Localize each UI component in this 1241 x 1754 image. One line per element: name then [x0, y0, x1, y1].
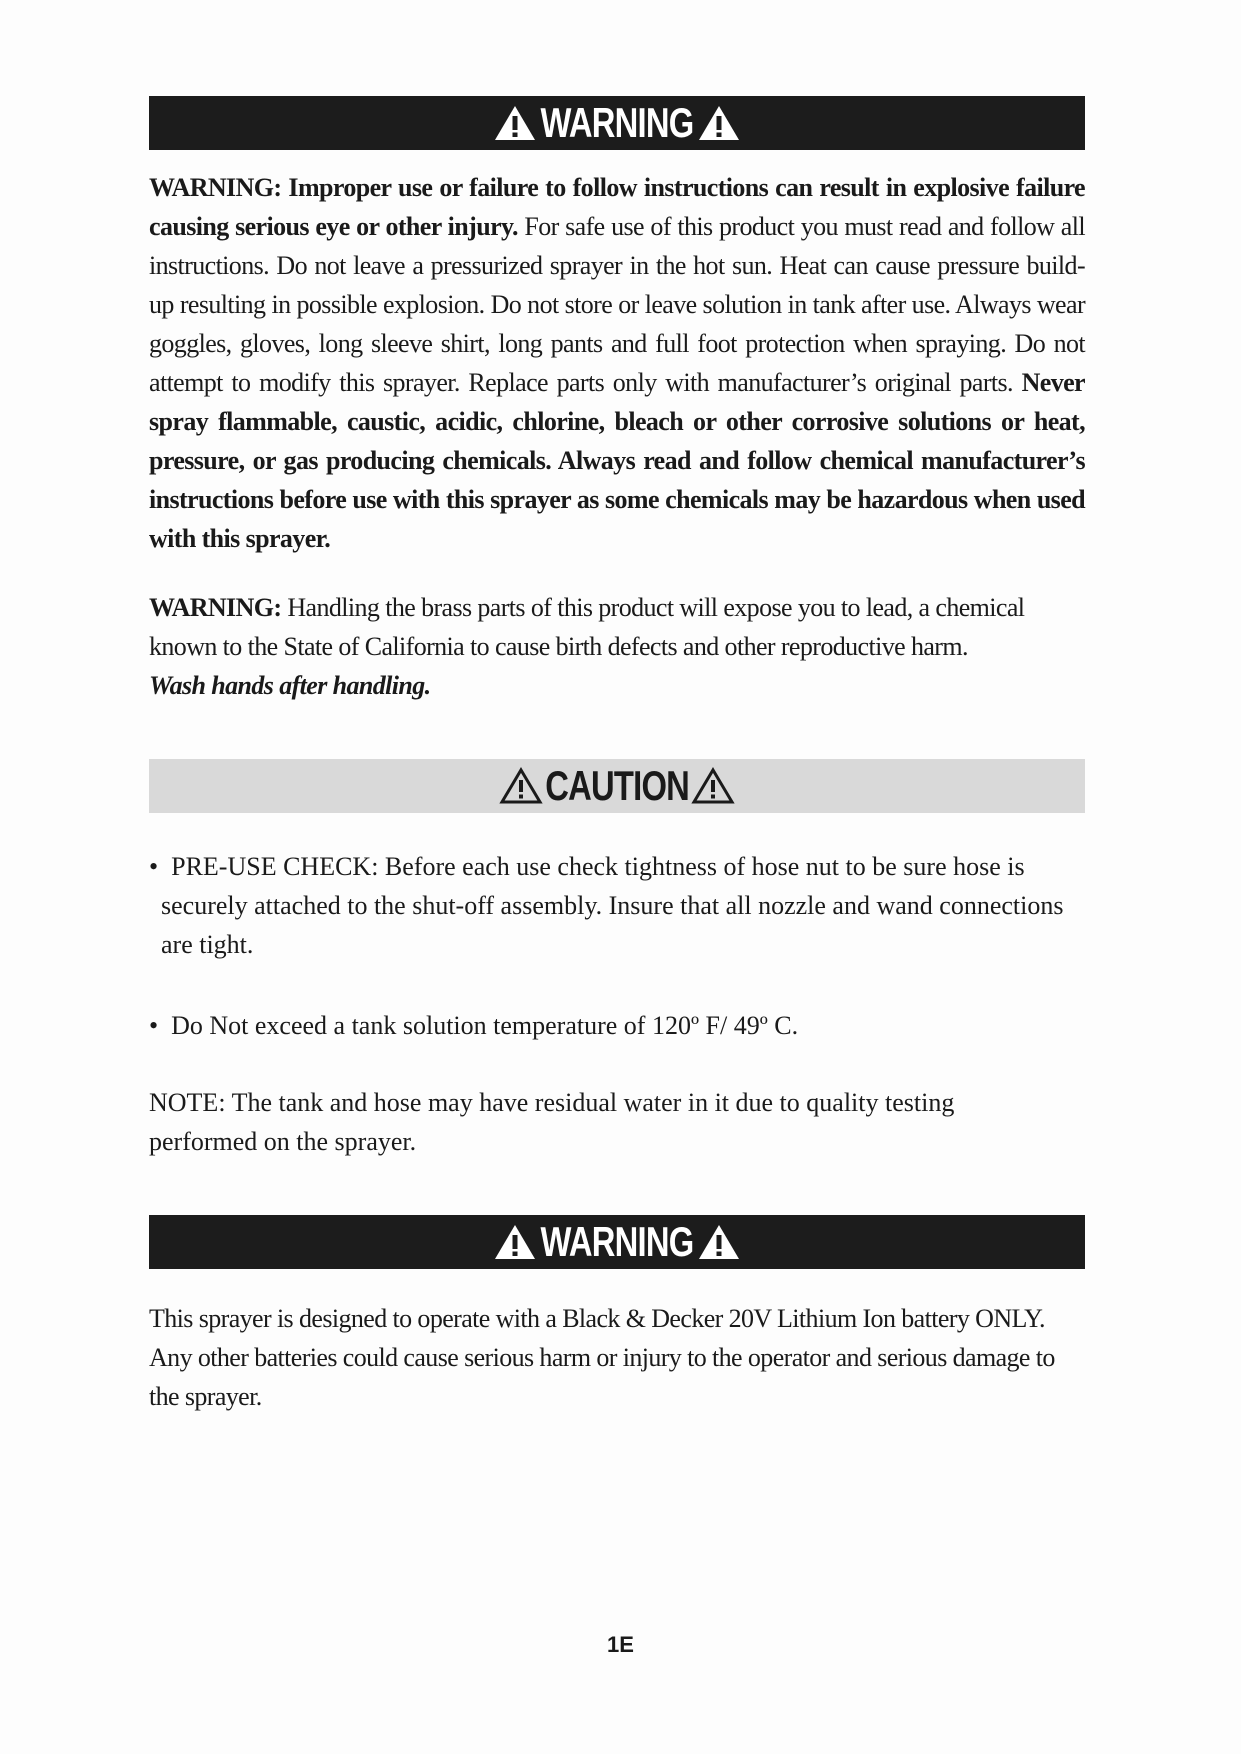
explosion-warning-body: For safe use of this product you must read and follow all instructions. Do not leave a pressurized sprayer in the hot sun. Heat can cause pressure build-up resulting in possible explosion. Do not store or leave solution in tank after use. Always wear goggles, gloves, long sleeve shirt, long pants and full foot protection when spraying. Do not attempt to modify this sprayer. Replace parts only with manufacturer’s original parts.: [149, 212, 1085, 397]
warning-banner-title: WARNING: [540, 1218, 694, 1265]
lead-warning-label: WARNING:: [149, 593, 282, 622]
caution-triangle-icon: [691, 767, 735, 805]
explosion-warning-paragraph: [149, 168, 1085, 558]
warning-banner-top: [149, 96, 1085, 150]
warning-triangle-icon: [493, 1223, 537, 1261]
battery-warning-paragraph: This sprayer is designed to operate with a Black & Decker 20V Lithium Ion battery ONLY. Any other batteries could cause serious harm or injury to the operator and serious damage to the sprayer.: [149, 1304, 1055, 1411]
wash-hands-emphasis: Wash hands after handling.: [149, 671, 431, 700]
bullet-symbol: •: [149, 1011, 159, 1040]
warning-banner-title: WARNING: [540, 99, 694, 146]
chemical-warning-bold: Never spray flammable, caustic, acidic, chlorine, bleach or other corrosive solutions or heat, pressure, or gas producing chemicals. Always read and follow chemical manufacturer’s instructions before use with this sprayer as some chemicals may be hazardous when used with this sprayer.: [149, 368, 1085, 553]
warning-triangle-icon: [697, 104, 741, 142]
caution-list: [149, 847, 1085, 1045]
warning-triangle-icon: [697, 1223, 741, 1261]
explosion-warning-lead: WARNING: Improper use or failure to follow instructions can result in explosive failure causing serious eye or other injury.: [149, 173, 1085, 241]
note-paragraph: NOTE: The tank and hose may have residual water in it due to quality testing performed on the sprayer.: [149, 1088, 955, 1156]
page-content: [149, 96, 1085, 1416]
bullet-symbol: •: [149, 852, 159, 881]
caution-triangle-icon: [499, 767, 543, 805]
temperature-limit-text: Do Not exceed a tank solution temperature of 120º F/ 49º C.: [171, 1011, 799, 1040]
list-item: [149, 847, 1081, 964]
list-item: [149, 1006, 1085, 1045]
caution-banner: [149, 759, 1085, 813]
warning-banner-bottom: [149, 1215, 1085, 1269]
lead-warning-paragraph: [149, 588, 1085, 705]
warning-triangle-icon: [493, 104, 537, 142]
pre-use-check-text: PRE-USE CHECK: Before each use check tightness of hose nut to be sure hose is securely attached to the shut-off assembly. Insure that all nozzle and wand connections are tight.: [161, 852, 1064, 959]
caution-banner-title: CAUTION: [545, 762, 689, 809]
page-number: 1E: [607, 1632, 634, 1657]
lead-warning-body: Handling the brass parts of this product will expose you to lead, a chemical known to the State of California to cause birth defects and other reproductive harm.: [149, 593, 1025, 661]
